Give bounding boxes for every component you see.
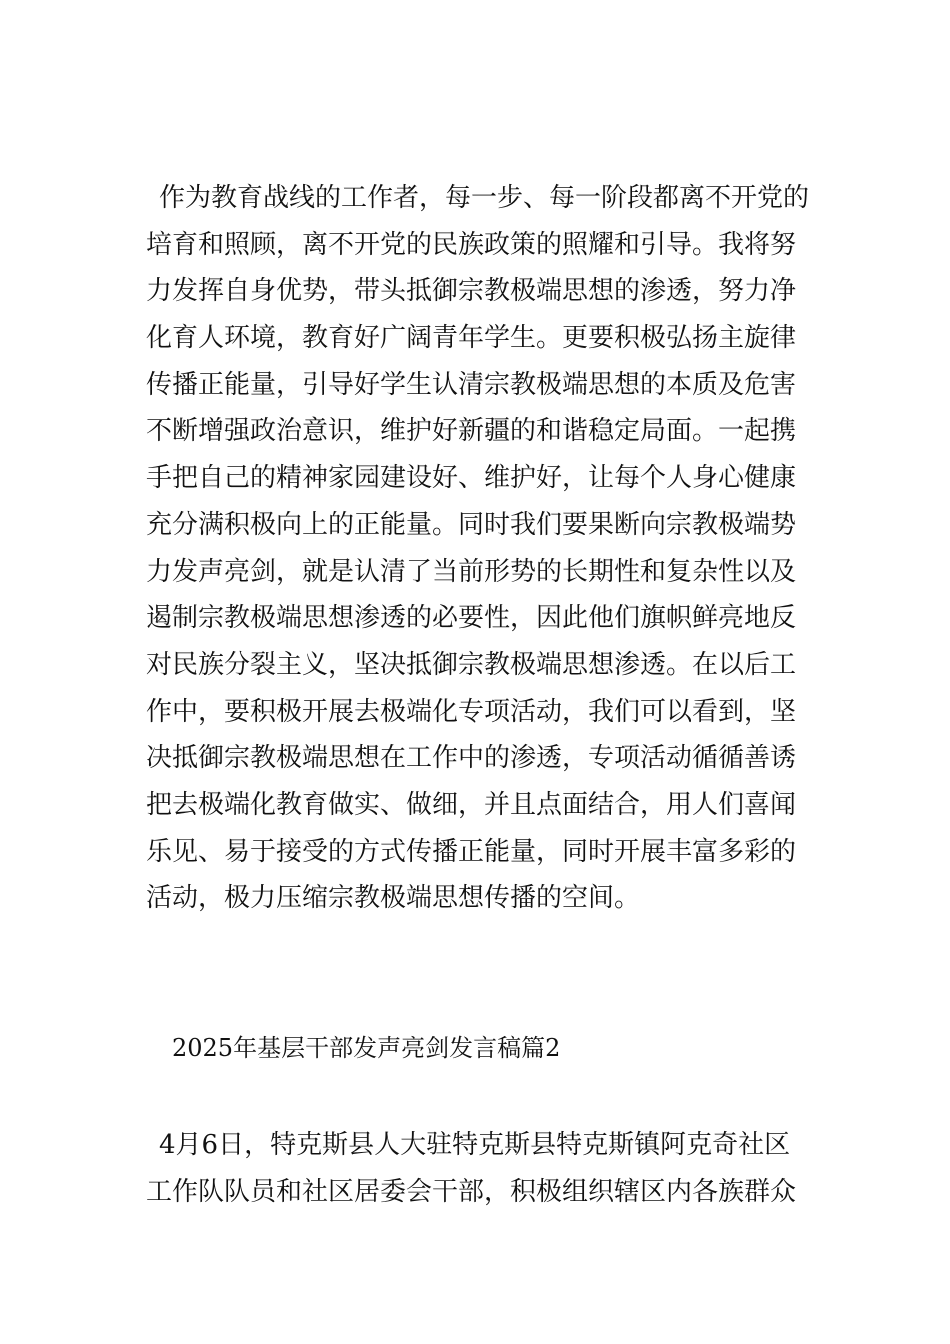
paragraph-line: 把去极端化教育做实、做细，并且点面结合，用人们喜闻	[146, 789, 797, 820]
paragraph-line: 对民族分裂主义，坚决抵御宗教极端思想渗透。在以后工	[146, 649, 797, 680]
paragraph-line: 作为教育战线的工作者，每一步、每一阶段都离不开党的	[159, 183, 810, 213]
paragraph-2	[146, 1122, 816, 1215]
paragraph-line: 力发挥自身优势，带头抵御宗教极端思想的渗透，努力净	[146, 276, 797, 307]
paragraph-line: 力发声亮剑，就是认清了当前形势的长期性和复杂性以及	[146, 556, 797, 587]
paragraph-line: 充分满积极向上的正能量。同时我们要果断向宗教极端势	[146, 509, 797, 540]
paragraph-line: 培育和照顾，离不开党的民族政策的照耀和引导。我将努	[146, 229, 797, 260]
section-heading: 2025年基层干部发声亮剑发言稿篇2	[172, 1034, 561, 1062]
paragraph-line: 作中，要积极开展去极端化专项活动，我们可以看到，坚	[146, 696, 797, 727]
paragraph-line: 不断增强政治意识，维护好新疆的和谐稳定局面。一起携	[146, 416, 797, 447]
paragraph-line: 活动，极力压缩宗教极端思想传播的空间。	[146, 883, 641, 914]
paragraph-line: 化育人环境，教育好广阔青年学生。更要积极弘扬主旋律	[146, 323, 797, 354]
paragraph-1	[146, 175, 816, 922]
paragraph-line: 4月6日，特克斯县人大驻特克斯县特克斯镇阿克奇社区	[159, 1130, 791, 1160]
paragraph-line: 乐见、易于接受的方式传播正能量，同时开展丰富多彩的	[146, 836, 797, 867]
paragraph-line: 工作队队员和社区居委会干部，积极组织辖区内各族群众	[146, 1176, 797, 1207]
paragraph-line: 决抵御宗教极端思想在工作中的渗透，专项活动循循善诱	[146, 743, 797, 774]
paragraph-line: 手把自己的精神家园建设好、维护好，让每个人身心健康	[146, 463, 797, 494]
paragraph-line: 传播正能量，引导好学生认清宗教极端思想的本质及危害	[146, 369, 797, 400]
paragraph-line: 遏制宗教极端思想渗透的必要性，因此他们旗帜鲜亮地反	[146, 603, 797, 634]
